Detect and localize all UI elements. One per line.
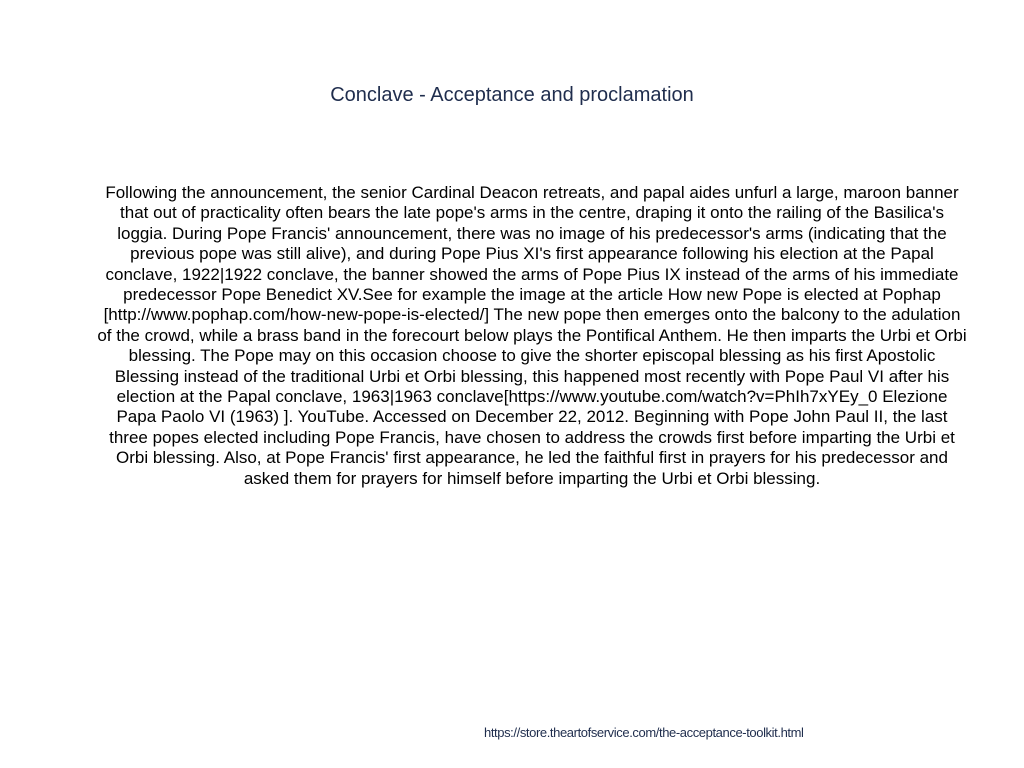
footer-link[interactable]: https://store.theartofservice.com/the-acceptance-toolkit.html <box>484 725 804 740</box>
slide-body-text: Following the announcement, the senior Cardinal Deacon retreats, and papal aides unfurl a large, maroon banner that out of practicality often bears the late pope's arms in the centre, draping it onto the railing of the Basilica's loggia. During Pope Francis' announcement, there was no image of his predecessor's arms (indicating that the previous pope was still alive), and during Pope Pius XI's first appearance following his election at the Papal conclave, 1922|1922 conclave, the banner showed the arms of Pope Pius IX instead of the arms of his immediate predecessor Pope Benedict XV.See for example the image at the article How new Pope is elected at Pophap [http://www.pophap.com/how-new-pope-is-elected/] The new pope then emerges onto the balcony to the adulation of the crowd, while a brass band in the forecourt below plays the Pontifical Anthem. He then imparts the Urbi et Orbi blessing. The Pope may on this occasion choose to give the shorter episcopal blessing as his first Apostolic Blessing instead of the traditional Urbi et Orbi blessing, this happened most recently with Pope Paul VI after his election at the Papal conclave, 1963|1963 conclave[https://www.youtube.com/watch?v=PhIh7xYEy_0 Elezione Papa Paolo VI (1963) ]. YouTube. Accessed on December 22, 2012. Beginning with Pope John Paul II, the last three popes elected including Pope Francis, have chosen to address the crowds first before imparting the Urbi et Orbi blessing. Also, at Pope Francis' first appearance, he led the faithful first in prayers for his predecessor and asked them for prayers for himself before imparting the Urbi et Orbi blessing. <box>97 183 967 488</box>
slide-title: Conclave - Acceptance and proclamation <box>330 84 694 106</box>
